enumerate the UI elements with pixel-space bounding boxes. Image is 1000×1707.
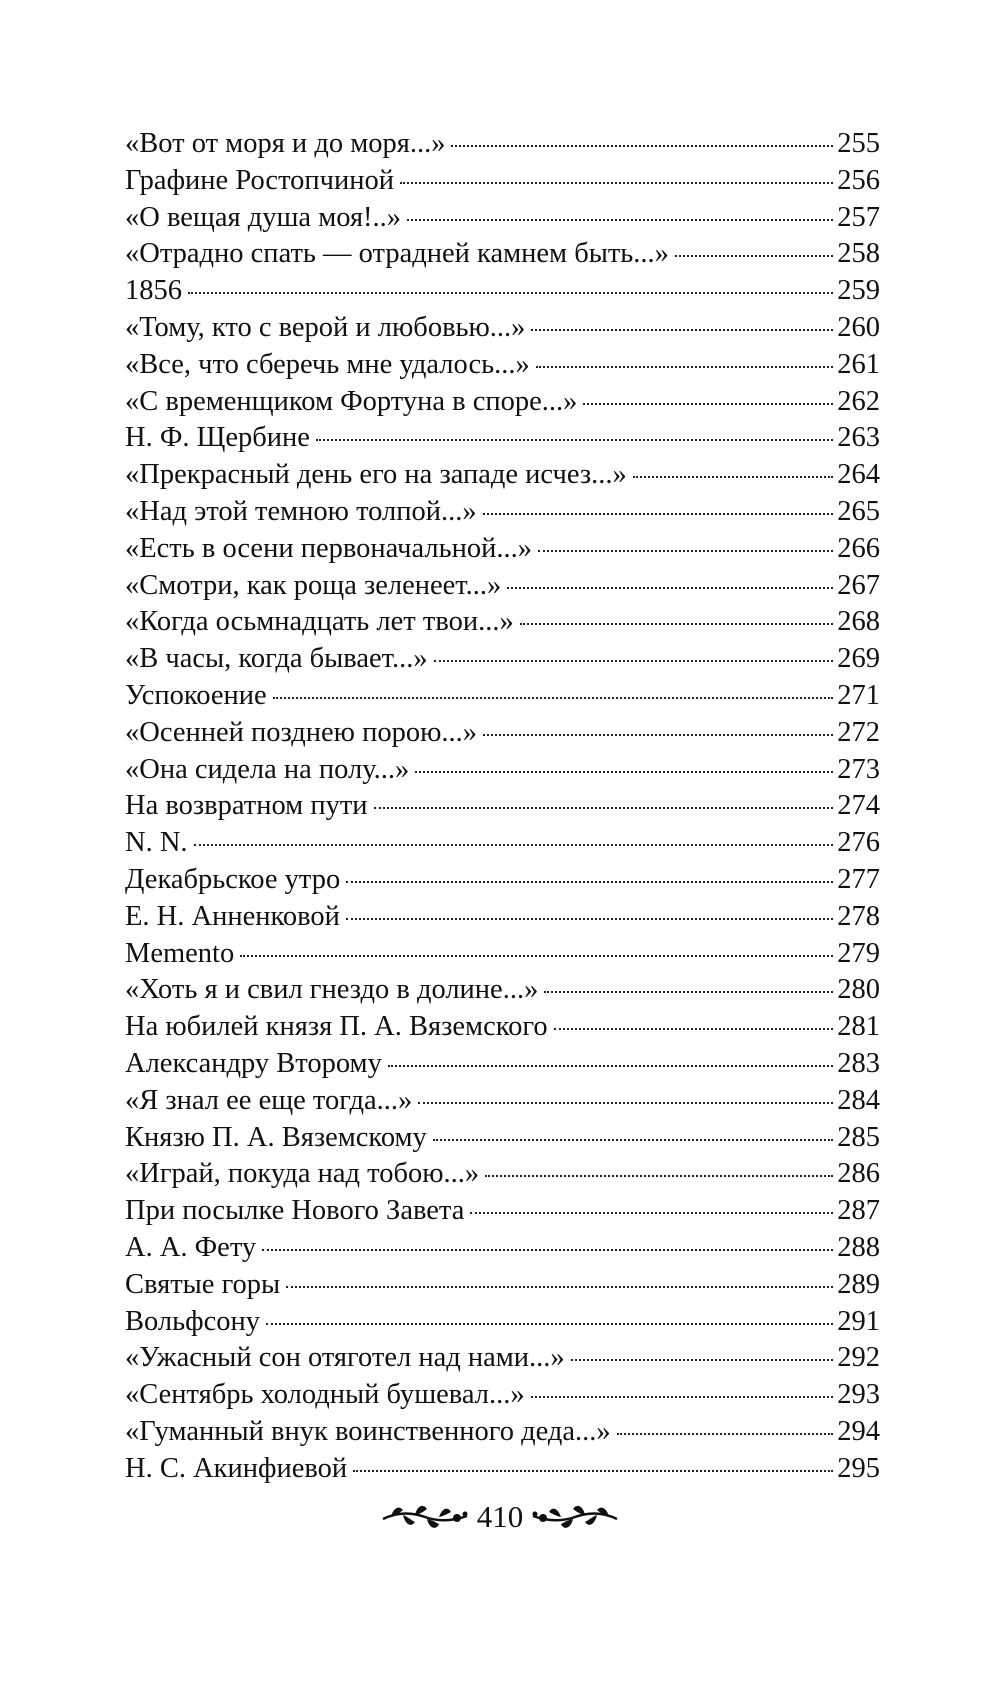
dot-leader xyxy=(240,955,833,957)
dot-leader xyxy=(451,145,833,147)
dot-leader xyxy=(388,1065,833,1067)
toc-entry-page-number: 255 xyxy=(837,128,880,159)
table-of-contents xyxy=(125,126,880,1487)
toc-entry-page-number: 279 xyxy=(837,937,880,969)
dot-leader xyxy=(434,660,834,662)
toc-entry-title: «Тому, кто с верой и любовью...» xyxy=(125,311,526,343)
dot-leader xyxy=(544,991,833,993)
toc-entry xyxy=(125,1009,880,1046)
toc-entry-page-number: 281 xyxy=(837,1011,880,1043)
toc-entry-title: «Играй, покуда над тобою...» xyxy=(125,1158,480,1190)
toc-entry-title: «Осенней позднею порою...» xyxy=(125,716,477,748)
dot-leader xyxy=(262,1249,833,1251)
dot-leader xyxy=(286,1286,833,1288)
toc-entry-title: «В часы, когда бывает...» xyxy=(125,643,428,675)
toc-entry-title: «Когда осьмнадцать лет твои...» xyxy=(125,606,514,638)
toc-entry-title: На возвратном пути xyxy=(125,790,368,822)
toc-entry xyxy=(125,1340,880,1377)
toc-entry-page-number: 261 xyxy=(837,348,880,380)
toc-entry xyxy=(125,1377,880,1414)
toc-entry-page-number: 287 xyxy=(837,1195,880,1227)
toc-entry-title: «Все, что сберечь мне удалось...» xyxy=(125,348,530,380)
toc-entry-page-number: 264 xyxy=(837,459,880,491)
toc-entry xyxy=(125,347,880,384)
toc-entry xyxy=(125,936,880,973)
toc-entry-page-number: 266 xyxy=(837,532,880,564)
dot-leader xyxy=(346,881,833,883)
toc-entry-title: «Смотри, как роща зеленеет...» xyxy=(125,569,502,601)
toc-entry xyxy=(125,1083,880,1120)
toc-entry-page-number: 293 xyxy=(837,1379,880,1411)
toc-entry xyxy=(125,568,880,605)
dot-leader xyxy=(407,219,833,221)
dot-leader xyxy=(353,1470,833,1472)
toc-entry-page-number: 260 xyxy=(837,311,880,343)
dot-leader xyxy=(415,771,833,773)
toc-entry-title: Н. Ф. Щербине xyxy=(125,422,310,454)
toc-entry xyxy=(125,1414,880,1451)
toc-entry-title: Е. Н. Анненковой xyxy=(125,900,340,932)
toc-entry xyxy=(125,163,880,200)
toc-entry-title: Князю П. А. Вяземскому xyxy=(125,1121,427,1153)
toc-entry xyxy=(125,972,880,1009)
toc-entry-page-number: 291 xyxy=(837,1305,880,1337)
dot-leader xyxy=(316,439,833,441)
toc-entry xyxy=(125,531,880,568)
dot-leader xyxy=(374,807,834,809)
toc-entry-title: «Гуманный внук воинственного деда...» xyxy=(125,1415,611,1447)
dot-leader xyxy=(266,1323,833,1325)
dot-leader xyxy=(554,1028,834,1030)
dot-leader xyxy=(400,182,833,184)
toc-entry-page-number: 292 xyxy=(837,1342,880,1374)
toc-entry xyxy=(125,604,880,641)
toc-entry-title: Декабрьское утро xyxy=(125,863,341,895)
toc-entry-title: А. А. Фету xyxy=(125,1231,257,1263)
toc-entry xyxy=(125,1230,880,1267)
toc-entry-page-number: 278 xyxy=(837,900,880,932)
toc-entry-title: «С временщиком Фортуна в споре...» xyxy=(125,385,578,417)
toc-entry-title: N. N. xyxy=(125,827,188,859)
toc-entry xyxy=(125,1451,880,1488)
toc-entry xyxy=(125,1267,880,1304)
toc-entry-page-number: 256 xyxy=(837,164,880,196)
toc-entry xyxy=(125,862,880,899)
toc-entry-title: На юбилей князя П. А. Вяземского xyxy=(125,1011,548,1043)
toc-entry-title: «Сентябрь холодный бушевал...» xyxy=(125,1379,525,1411)
toc-entry-title: Успокоение xyxy=(125,679,267,711)
toc-entry-page-number: 262 xyxy=(837,385,880,417)
toc-entry xyxy=(125,1120,880,1157)
dot-leader xyxy=(583,403,833,405)
toc-entry-page-number: 274 xyxy=(837,790,880,822)
toc-entry-page-number: 288 xyxy=(837,1231,880,1263)
toc-entry xyxy=(125,457,880,494)
dot-leader xyxy=(483,513,834,515)
toc-entry-page-number: 271 xyxy=(837,679,880,711)
toc-entry xyxy=(125,126,880,163)
dot-leader xyxy=(507,587,833,589)
toc-entry-page-number: 280 xyxy=(837,974,880,1006)
dot-leader xyxy=(418,1102,833,1104)
toc-entry-page-number: 277 xyxy=(837,863,880,895)
toc-entry-title: «О вещая душа моя!..» xyxy=(125,201,402,233)
toc-entry-page-number: 285 xyxy=(837,1121,880,1153)
dot-leader xyxy=(194,844,834,846)
dot-leader xyxy=(470,1212,833,1214)
toc-entry xyxy=(125,420,880,457)
toc-entry xyxy=(125,788,880,825)
floral-ornament-left-icon xyxy=(381,1500,469,1534)
toc-entry xyxy=(125,678,880,715)
toc-entry-page-number: 286 xyxy=(837,1158,880,1190)
toc-entry-title: «Отрадно спать — отрадней камнем быть...» xyxy=(125,238,669,270)
toc-entry-page-number: 295 xyxy=(837,1452,880,1484)
toc-entry-page-number: 257 xyxy=(837,201,880,233)
dot-leader xyxy=(483,734,833,736)
toc-entry-title: Вольфсону xyxy=(125,1305,260,1337)
dot-leader xyxy=(617,1433,834,1435)
toc-entry-title: «Прекрасный день его на западе исчез...» xyxy=(125,459,627,491)
toc-entry-page-number: 267 xyxy=(837,569,880,601)
toc-entry xyxy=(125,200,880,237)
toc-entry-title: Александру Второму xyxy=(125,1047,382,1079)
toc-entry xyxy=(125,1304,880,1341)
toc-entry-title: Н. С. Акинфиевой xyxy=(125,1452,348,1484)
dot-leader xyxy=(433,1139,833,1141)
dot-leader xyxy=(273,697,834,699)
dot-leader xyxy=(485,1175,833,1177)
toc-entry xyxy=(125,1193,880,1230)
dot-leader xyxy=(675,255,833,257)
toc-entry-page-number: 259 xyxy=(837,275,880,307)
toc-entry-page-number: 269 xyxy=(837,643,880,675)
dot-leader xyxy=(531,1396,834,1398)
toc-entry-title: «Ужасный сон отяготел над нами...» xyxy=(125,1342,565,1374)
toc-entry-page-number: 289 xyxy=(837,1268,880,1300)
toc-entry-page-number: 265 xyxy=(837,495,880,527)
toc-entry-page-number: 272 xyxy=(837,716,880,748)
dot-leader xyxy=(538,550,833,552)
toc-entry xyxy=(125,1156,880,1193)
toc-entry xyxy=(125,1046,880,1083)
toc-entry xyxy=(125,384,880,421)
floral-ornament-right-icon xyxy=(531,1500,619,1534)
toc-entry-page-number: 284 xyxy=(837,1084,880,1116)
toc-entry-title: «Я знал ее еще тогда...» xyxy=(125,1084,413,1116)
toc-entry-page-number: 263 xyxy=(837,422,880,454)
toc-entry-page-number: 294 xyxy=(837,1415,880,1447)
toc-entry-title: 1856 xyxy=(125,275,182,307)
toc-entry-title: «Есть в осени первоначальной...» xyxy=(125,532,532,564)
toc-entry-title: «Вот от моря и до моря...» xyxy=(125,128,446,159)
page-number: 410 xyxy=(476,1499,524,1534)
toc-entry-title: «Хоть я и свил гнездо в долине...» xyxy=(125,974,539,1006)
dot-leader xyxy=(188,292,833,294)
page-footer xyxy=(0,1500,1000,1534)
toc-entry-title: «Над этой темною толпой...» xyxy=(125,495,477,527)
dot-leader xyxy=(633,476,834,478)
dot-leader xyxy=(520,623,834,625)
toc-entry xyxy=(125,715,880,752)
toc-entry-title: При посылке Нового Завета xyxy=(125,1195,465,1227)
toc-entry xyxy=(125,752,880,789)
dot-leader xyxy=(346,918,833,920)
toc-entry-title: «Она сидела на полу...» xyxy=(125,753,410,785)
toc-entry xyxy=(125,641,880,678)
toc-entry xyxy=(125,494,880,531)
toc-entry xyxy=(125,273,880,310)
toc-entry xyxy=(125,236,880,273)
toc-entry-title: Графине Ростопчиной xyxy=(125,164,394,196)
toc-entry xyxy=(125,825,880,862)
toc-entry xyxy=(125,310,880,347)
toc-entry-title: Memento xyxy=(125,937,235,969)
toc-entry-page-number: 258 xyxy=(837,238,880,270)
dot-leader xyxy=(571,1359,834,1361)
toc-entry-page-number: 268 xyxy=(837,606,880,638)
dot-leader xyxy=(531,329,833,331)
toc-entry xyxy=(125,899,880,936)
toc-entry-page-number: 283 xyxy=(837,1047,880,1079)
toc-entry-page-number: 276 xyxy=(837,827,880,859)
dot-leader xyxy=(536,366,834,368)
toc-entry-page-number: 273 xyxy=(837,753,880,785)
toc-entry-title: Святые горы xyxy=(125,1268,281,1300)
